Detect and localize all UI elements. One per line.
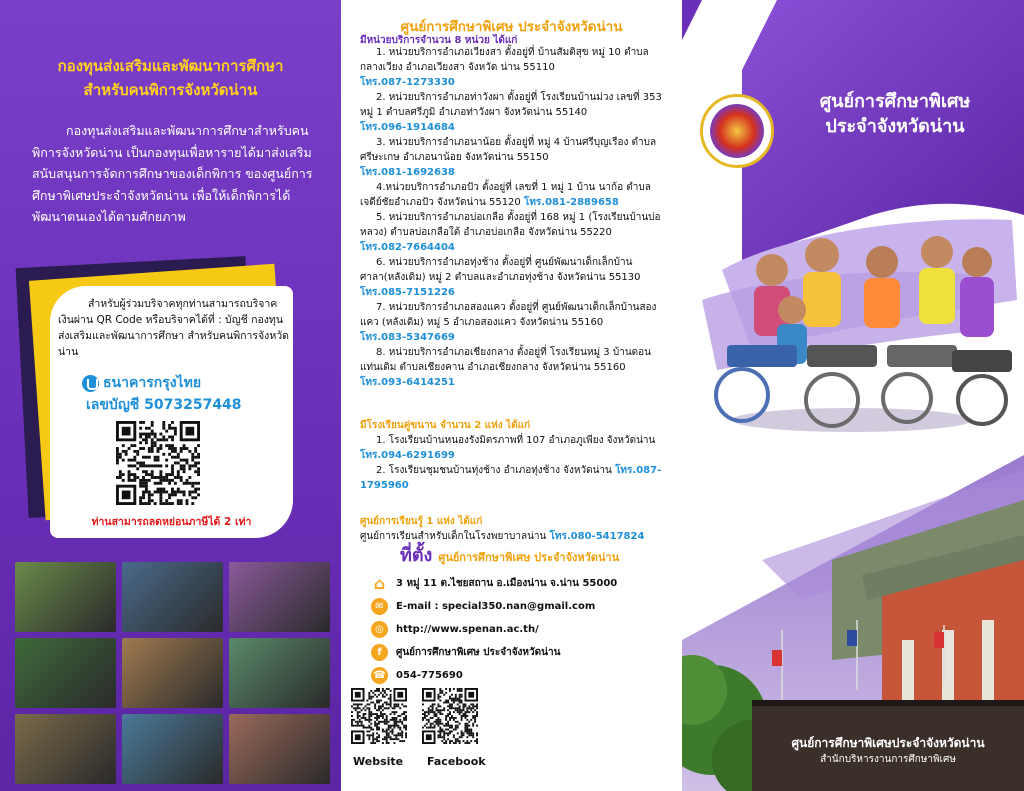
qr-codes — [351, 688, 511, 778]
fund-title-line1: กองทุนส่งเสริมและพัฒนาการศึกษา — [57, 57, 284, 75]
activity-photo-grid — [15, 562, 330, 782]
service-unit-phone[interactable]: โทร.087-1273330 — [360, 77, 455, 88]
school-seal-logo — [700, 94, 774, 168]
website-qr-label: Website — [353, 755, 404, 768]
service-unit-item — [360, 255, 668, 300]
service-unit-text: 7. หน่วยบริการอำเภอสองแคว ตั้งอยู่ที่ ศูนย์พัฒนาเด็กเล็กบ้านสองแคว (หลังเดิม) หมู่ 5 อำเภอสองแคว จังหวัดน่าน 55160 — [360, 302, 657, 328]
service-unit-text: 1. หน่วยบริการอำเภอเวียงสา ตั้งอยู่ที่ บ้านสัมติสุข หมู่ 10 ตำบลกลางเวียง อำเภอเวียงสา จังหวัด น่าน 55110 — [360, 47, 649, 73]
middle-panel — [341, 0, 682, 791]
service-unit-item — [360, 180, 668, 210]
service-unit-item — [360, 45, 668, 90]
activity-photo — [122, 562, 223, 632]
website-row[interactable] — [371, 618, 671, 641]
donation-qr-code[interactable] — [116, 421, 200, 505]
house-icon: ⌂ — [373, 574, 386, 593]
email-row[interactable] — [371, 595, 671, 618]
donation-text: สำหรับผู้ร่วมบริจาคทุกท่านสามารถบริจาคเงินผ่าน QR Code หรือบริจาคได้ที่ : บัญชี กองทุนส่งเสริมและพัฒนาการศึกษา สำหรับคนพิการจังหวัดน่าน — [58, 298, 289, 358]
partner-schools-section — [360, 418, 668, 493]
email-text[interactable]: E-mail : special350.nan@gmail.com — [396, 601, 596, 612]
phone-text[interactable]: 054-775690 — [396, 670, 463, 681]
service-unit-item — [360, 210, 668, 255]
learning-center-title: ศูนย์การเรียนรู้ 1 แห่ง ได้แก่ — [360, 516, 483, 527]
service-unit-phone[interactable]: โทร.096-1914684 — [360, 122, 455, 133]
cover-title-line1: ศูนย์การศึกษาพิเศษ — [819, 91, 971, 112]
service-unit-item — [360, 135, 668, 180]
learning-center-phone[interactable]: โทร.080-5417824 — [549, 531, 645, 542]
service-unit-item — [360, 345, 668, 390]
phone-row[interactable] — [371, 664, 671, 687]
activity-photo — [122, 638, 223, 708]
location-heading — [400, 540, 619, 569]
left-panel — [0, 0, 341, 791]
activity-photo — [229, 638, 330, 708]
facebook-icon: f — [371, 644, 388, 661]
service-unit-text: 8. หน่วยบริการอำเภอเชียงกลาง ตั้งอยู่ที่ โรงเรียนหมู่ 3 บ้านดอนแท่นเดิม ตำบลเชียงคาน อำเภอเชียงกลาง จังหวัดน่าน 55160 — [360, 347, 651, 373]
partner-school-text: 2. โรงเรียนชุมชนบ้านทุ่งช้าง อำเภอทุ่งช้าง จังหวัดน่าน — [376, 465, 612, 476]
globe-icon: ◎ — [371, 621, 388, 638]
partner-school-item — [360, 433, 668, 463]
phone-icon: ☎ — [371, 667, 388, 684]
bank-name: ธนาคารกรุงไทย — [103, 375, 202, 391]
activity-photo — [15, 714, 116, 784]
service-unit-text: 3. หน่วยบริการอำเภอนาน้อย ตั้งอยู่ที่ หมู่ 4 บ้านศรีบุญเรือง ตำบลศรีษะเกษ อำเภอนาน้อย จังหวัดน่าน 55150 — [360, 137, 657, 163]
units-subheading: มีหน่วยบริการจำนวน 8 หน่วย ได้แก่ — [360, 35, 518, 46]
bank-name-row — [82, 372, 201, 394]
service-unit-item — [360, 90, 668, 135]
contact-list — [371, 572, 671, 687]
center-heading: ศูนย์การศึกษาพิเศษ ประจำจังหวัดน่าน — [400, 19, 623, 35]
activity-photo — [122, 714, 223, 784]
address-row — [371, 572, 671, 595]
activity-photo — [229, 714, 330, 784]
partner-schools-title: มีโรงเรียนคู่ขนาน จำนวน 2 แห่ง ได้แก่ — [360, 420, 531, 431]
fund-description: กองทุนส่งเสริมและพัฒนาการศึกษาสำหรับคนพิการจังหวัดน่าน เป็นกองทุนเพื่อหารายได้มาส่งเสริมสนับสนุนการจัดการศึกษาของเด็กพิการ ของศูนย์การศึกษาพิเศษประจำจังหวัดน่าน เพื่อให้เด็กพิการได้พัฒนาตนเองได้ตามศักยภาพ — [32, 123, 313, 224]
bank-logo-icon — [82, 375, 99, 392]
website-qr-code[interactable] — [351, 688, 407, 744]
service-unit-phone[interactable]: โทร.083-5347669 — [360, 332, 455, 343]
service-unit-phone[interactable]: โทร.085-7151226 — [360, 287, 455, 298]
service-unit-phone[interactable]: โทร.082-7664404 — [360, 242, 455, 253]
mail-icon: ✉ — [371, 598, 388, 615]
service-unit-phone[interactable]: โทร.081-2889658 — [523, 197, 619, 208]
learning-center-text: ศูนย์การเรียนสำหรับเด็กในโรงพยาบาลน่าน — [360, 531, 547, 542]
right-panel — [682, 0, 1024, 791]
partner-school-item — [360, 463, 668, 493]
facebook-qr-code[interactable] — [422, 688, 478, 744]
service-unit-text: 2. หน่วยบริการอำเภอท่าวังผา ตั้งอยู่ที่ โรงเรียนบ้านม่วง เลขที่ 353 หมู่ 1 ตำบลศรีภูมิ อำเภอท่าวังผา จังหวัดน่าน 55140 — [360, 92, 662, 118]
activity-photo — [15, 562, 116, 632]
sign-line1: ศูนย์การศึกษาพิเศษประจำจังหวัดน่าน — [791, 736, 985, 750]
partner-school-phone[interactable]: โทร.087-1795960 — [360, 465, 662, 491]
service-unit-phone[interactable]: โทร.093-6414251 — [360, 377, 455, 388]
activity-photo — [229, 562, 330, 632]
activity-photo — [15, 638, 116, 708]
service-unit-text: 5. หน่วยบริการอำเภอบ่อเกลือ ตั้งอยู่ที่ 168 หมู่ 1 (โรงเรียนบ้านบ่อหลวง) ตำบลบ่อเกลือใต้ อำเภอบ่อเกลือ จังหวัดน่าน 55220 — [360, 212, 661, 238]
fund-title-line2: สำหรับคนพิการจังหวัดน่าน — [83, 81, 258, 99]
service-units-list — [360, 45, 668, 390]
service-unit-text: 4.หน่วยบริการอำเภอปัว ตั้งอยู่ที่ เลขที่ 1 หมู่ 1 บ้าน นาก้อ ตำบลเจดีย์ชัยอำเภอปัว จังหวัดน่าน 55120 — [360, 182, 651, 208]
location-name: ศูนย์การศึกษาพิเศษ ประจำจังหวัดน่าน — [438, 551, 620, 564]
facebook-qr-label: Facebook — [427, 755, 486, 768]
tax-deduction-note: ท่านสามารถลดหย่อนภาษีได้ 2 เท่า — [91, 516, 252, 528]
partner-school-phone[interactable]: โทร.094-6291699 — [360, 450, 455, 461]
building-sign — [752, 700, 1024, 791]
facebook-link[interactable]: ศูนย์การศึกษาพิเศษ ประจำจังหวัดน่าน — [396, 647, 561, 658]
service-unit-item — [360, 300, 668, 345]
service-unit-phone[interactable]: โทร.081-1692638 — [360, 167, 455, 178]
address-text: 3 หมู่ 11 ต.ไชยสถาน อ.เมืองน่าน จ.น่าน 55000 — [396, 578, 618, 589]
donation-card — [50, 286, 293, 538]
partner-school-text: 1. โรงเรียนบ้านหนองรังมิตรภาพที่ 107 อำเภอภูเพียง จังหวัดน่าน — [376, 435, 656, 446]
facebook-row[interactable] — [371, 641, 671, 664]
sign-line2: สำนักบริหารงานการศึกษาพิเศษ — [820, 754, 956, 765]
fund-title — [0, 54, 341, 102]
cover-title-line2: ประจำจังหวัดน่าน — [825, 116, 965, 137]
service-unit-text: 6. หน่วยบริการอำเภอทุ่งช้าง ตั้งอยู่ที่ ศูนย์พัฒนาเด็กเล็กบ้านศาลา(หลังเดิม) หมู่ 2 ตำบลและอำเภอทุ่งช้าง จังหวัดน่าน 55130 — [360, 257, 641, 283]
cover-title — [775, 89, 1015, 139]
partner-schools-list — [360, 433, 668, 493]
location-label: ที่ตั้ง — [400, 545, 433, 566]
account-number: เลขบัญชี 5073257448 — [86, 397, 242, 413]
seal-emblem-icon — [710, 104, 764, 158]
website-link[interactable]: http://www.spenan.ac.th/ — [396, 624, 539, 635]
